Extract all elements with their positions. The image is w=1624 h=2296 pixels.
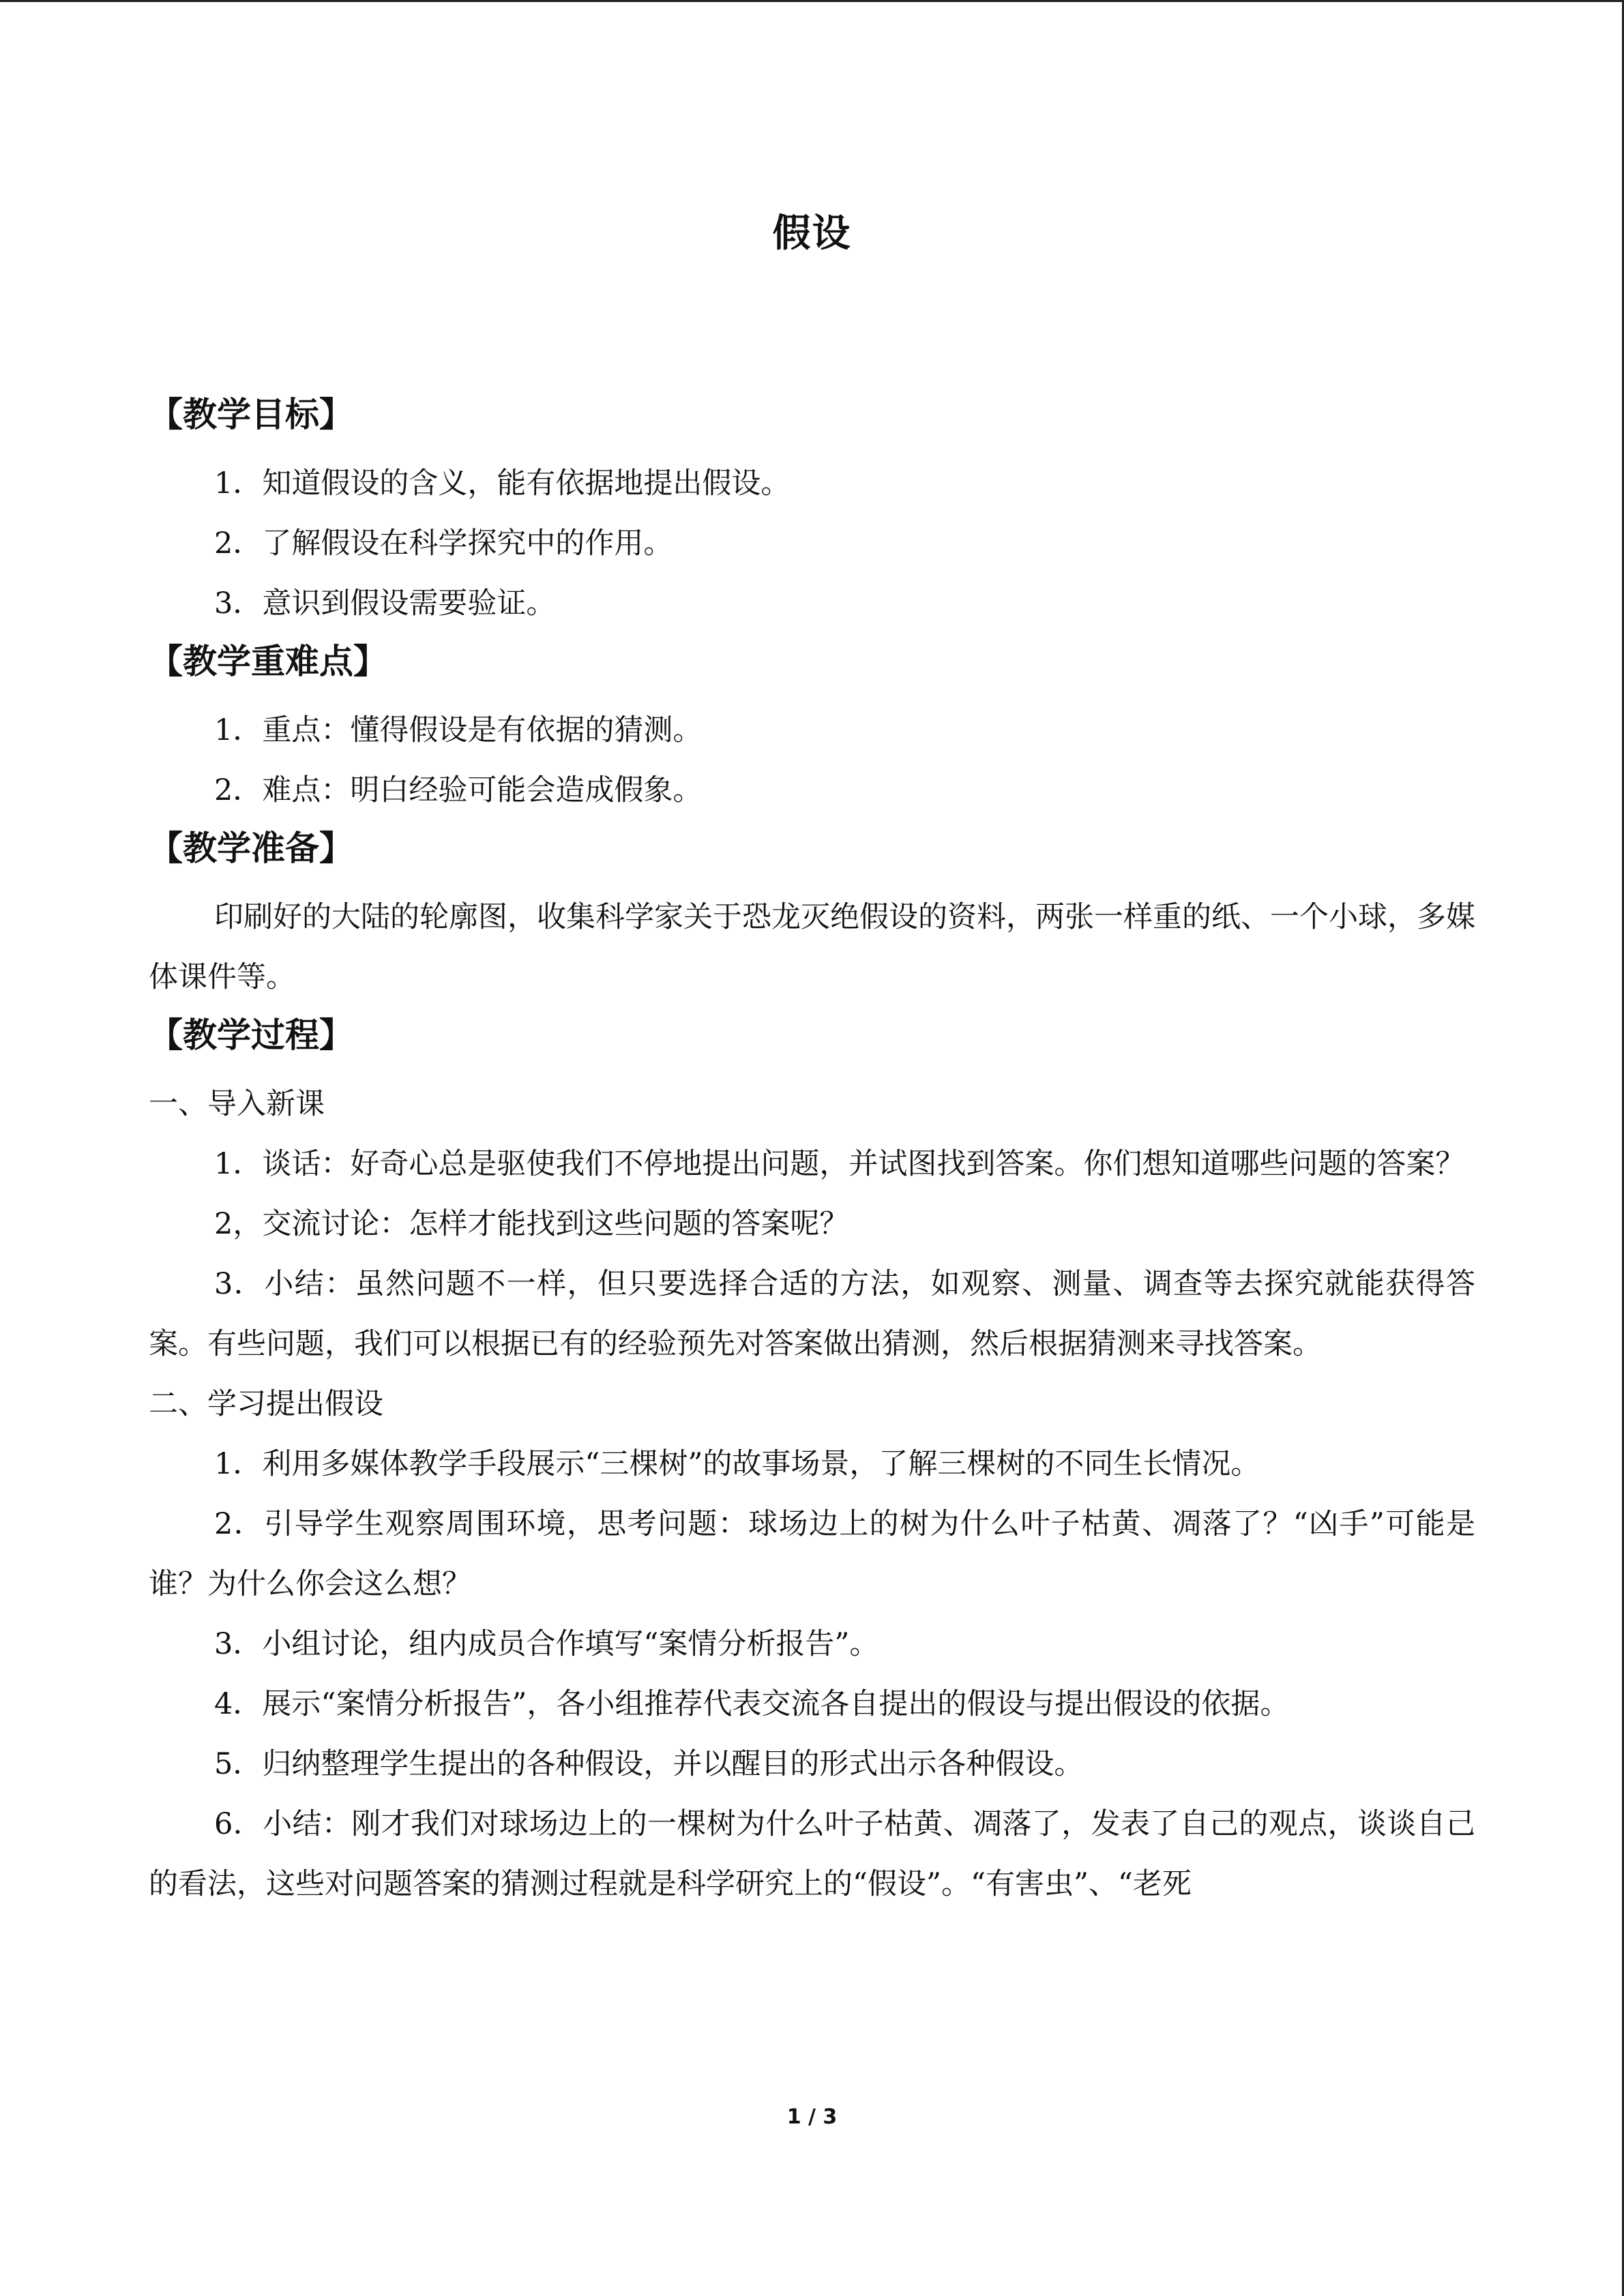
goal-item: 1．知道假设的含义，能有依据地提出假设。 (214, 466, 791, 501)
section-heading-process: 【教学过程】 (149, 1015, 353, 1055)
process-item: 3．小组讨论，组内成员合作填写“案情分析报告”。 (214, 1627, 879, 1661)
section-preparation (149, 824, 1475, 1007)
process-item: 4．展示“案情分析报告”，各小组推荐代表交流各自提出的假设与提出假设的依据。 (214, 1687, 1290, 1721)
section-heading-preparation: 【教学准备】 (149, 829, 353, 868)
goal-item: 2．了解假设在科学探究中的作用。 (214, 526, 673, 561)
document-title: 假设 (772, 211, 852, 256)
process-item: 5．归纳整理学生提出的各种假设，并以醒目的形式出示各种假设。 (214, 1747, 1084, 1781)
section-heading-key-points: 【教学重难点】 (149, 642, 387, 681)
goal-item: 3．意识到假设需要验证。 (214, 586, 556, 621)
process-item: 2．引导学生观察周围环境，思考问题：球场边上的树为什么叶子枯黄、凋落了？“凶手”可能是谁？为什么你会这么想？ (149, 1507, 1475, 1601)
process-item: 6．小结：刚才我们对球场边上的一棵树为什么叶子枯黄、凋落了，发表了自己的观点，谈谈自己的看法，这些对问题答案的猜测过程就是科学研究上的“假设”。“有害虫”、“老死 (149, 1807, 1475, 1901)
process-part2-title: 二、学习提出假设 (149, 1387, 383, 1421)
process-item: 1．谈话：好奇心总是驱使我们不停地提出问题，并试图找到答案。你们想知道哪些问题的答案？ (214, 1147, 1465, 1181)
process-item: 1．利用多媒体教学手段展示“三棵树”的故事场景，了解三棵树的不同生长情况。 (214, 1447, 1260, 1481)
process-item: 3．小结：虽然问题不一样，但只要选择合适的方法，如观察、测量、调查等去探究就能获得答案。有些问题，我们可以根据已有的经验预先对答案做出猜测，然后根据猜测来寻找答案。 (149, 1267, 1475, 1361)
section-heading-goals: 【教学目标】 (149, 395, 353, 434)
process-item: 2，交流讨论：怎样才能找到这些问题的答案呢？ (214, 1207, 849, 1241)
document-content (149, 207, 1475, 1918)
section-goals (149, 391, 1475, 633)
section-process (149, 1011, 1475, 1914)
preparation-text: 印刷好的大陆的轮廓图，收集科学家关于恐龙灭绝假设的资料，两张一样重的纸、一个小球，多媒体课件等。 (149, 900, 1475, 994)
section-key-points (149, 638, 1475, 820)
page-number: 1 / 3 (786, 2105, 838, 2129)
process-part1-title: 一、导入新课 (149, 1087, 325, 1121)
key-point-item: 2．难点：明白经验可能会造成假象。 (214, 773, 703, 807)
key-point-item: 1．重点：懂得假设是有依据的猜测。 (214, 713, 703, 747)
